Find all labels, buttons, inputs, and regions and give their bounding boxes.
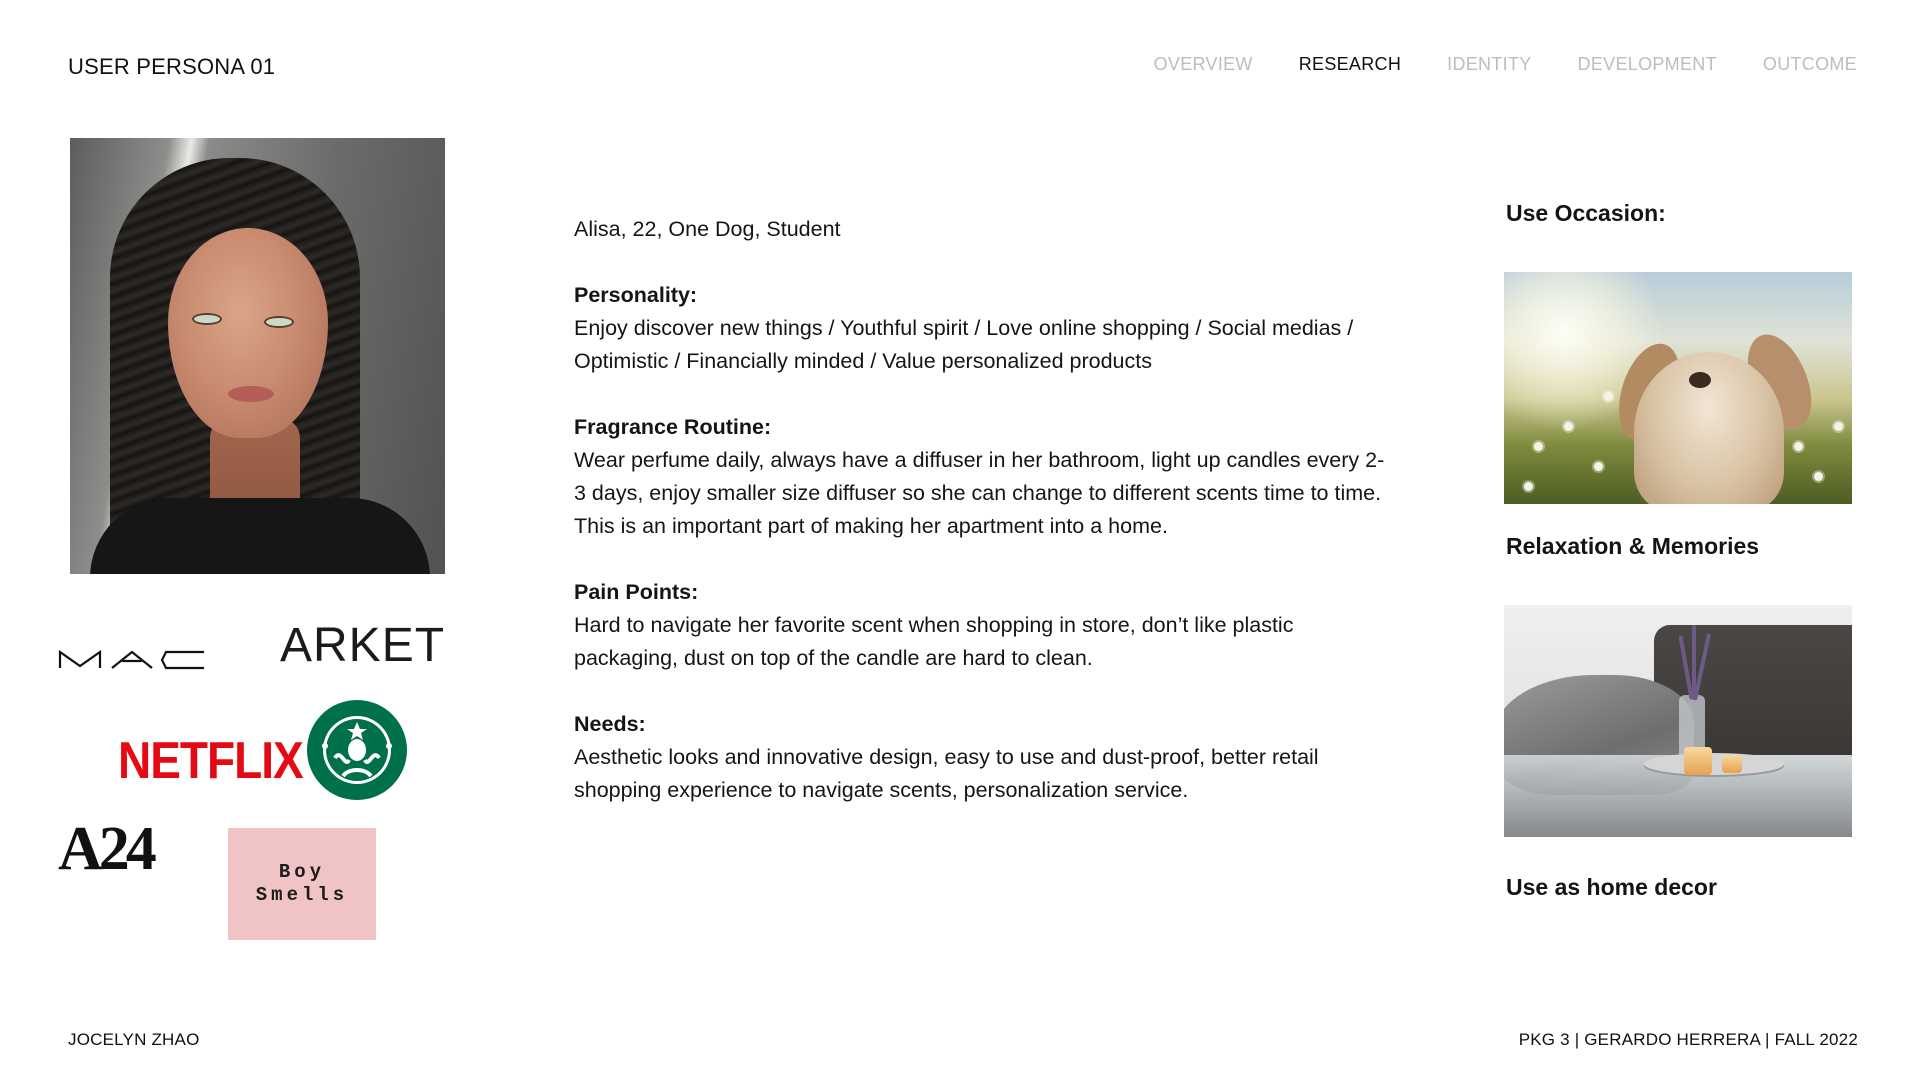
course-info: PKG 3 | GERARDO HERRERA | FALL 2022 xyxy=(1518,1030,1858,1049)
personality-section xyxy=(574,279,1394,378)
nav-development[interactable]: DEVELOPMENT xyxy=(1577,54,1717,74)
author-name: JOCELYN ZHAO xyxy=(68,1030,200,1049)
persona-portrait xyxy=(70,138,445,574)
section-heading: Needs: xyxy=(574,712,646,736)
needs-section xyxy=(574,708,1394,807)
section-body: Hard to navigate her favorite scent when shopping in store, don’t like plastic packaging, dust on top of the candle are hard to clean. xyxy=(574,613,1294,670)
arket-logo: ARKET xyxy=(280,619,446,672)
home-decor-caption: Use as home decor xyxy=(1506,874,1717,900)
dog-in-field-image xyxy=(1504,272,1852,504)
section-heading: Personality: xyxy=(574,283,698,307)
nav-overview[interactable]: OVERVIEW xyxy=(1153,54,1253,74)
persona-details xyxy=(574,213,1394,840)
use-occasion-heading: Use Occasion: xyxy=(1506,200,1666,226)
section-body: Aesthetic looks and innovative design, easy to use and dust-proof, better retail shopping experience to navigate scents, personalization service. xyxy=(574,745,1319,802)
relaxation-caption: Relaxation & Memories xyxy=(1506,533,1760,559)
a24-logo: A24 xyxy=(58,815,153,883)
netflix-logo: NETFLIX xyxy=(118,731,303,790)
mac-logo xyxy=(58,648,208,670)
pain-points-section xyxy=(574,576,1394,675)
top-nav xyxy=(1154,54,1857,75)
page-title: USER PERSONA 01 xyxy=(68,54,276,79)
home-decor-image xyxy=(1504,605,1852,837)
section-heading: Pain Points: xyxy=(574,580,699,604)
nav-outcome[interactable]: OUTCOME xyxy=(1762,54,1857,74)
boy-smells-line1: Boy xyxy=(278,861,326,884)
persona-intro: Alisa, 22, One Dog, Student xyxy=(574,217,841,241)
section-heading: Fragrance Routine: xyxy=(574,415,772,439)
section-body: Enjoy discover new things / Youthful spirit / Love online shopping / Social medias / Optimistic / Financially minded / Value personalized products xyxy=(574,316,1354,373)
section-body: Wear perfume daily, always have a diffuser in her bathroom, light up candles every 2-3 days, enjoy smaller size diffuser so she can change to different scents time to time. This is an important part of making her apartment into a home. xyxy=(574,448,1385,538)
boy-smells-line2: Smells xyxy=(255,884,349,906)
nav-research[interactable]: RESEARCH xyxy=(1298,54,1402,74)
starbucks-logo xyxy=(305,698,409,802)
boy-smells-logo xyxy=(228,828,376,940)
fragrance-routine-section xyxy=(574,411,1394,543)
nav-identity[interactable]: IDENTITY xyxy=(1447,54,1532,74)
